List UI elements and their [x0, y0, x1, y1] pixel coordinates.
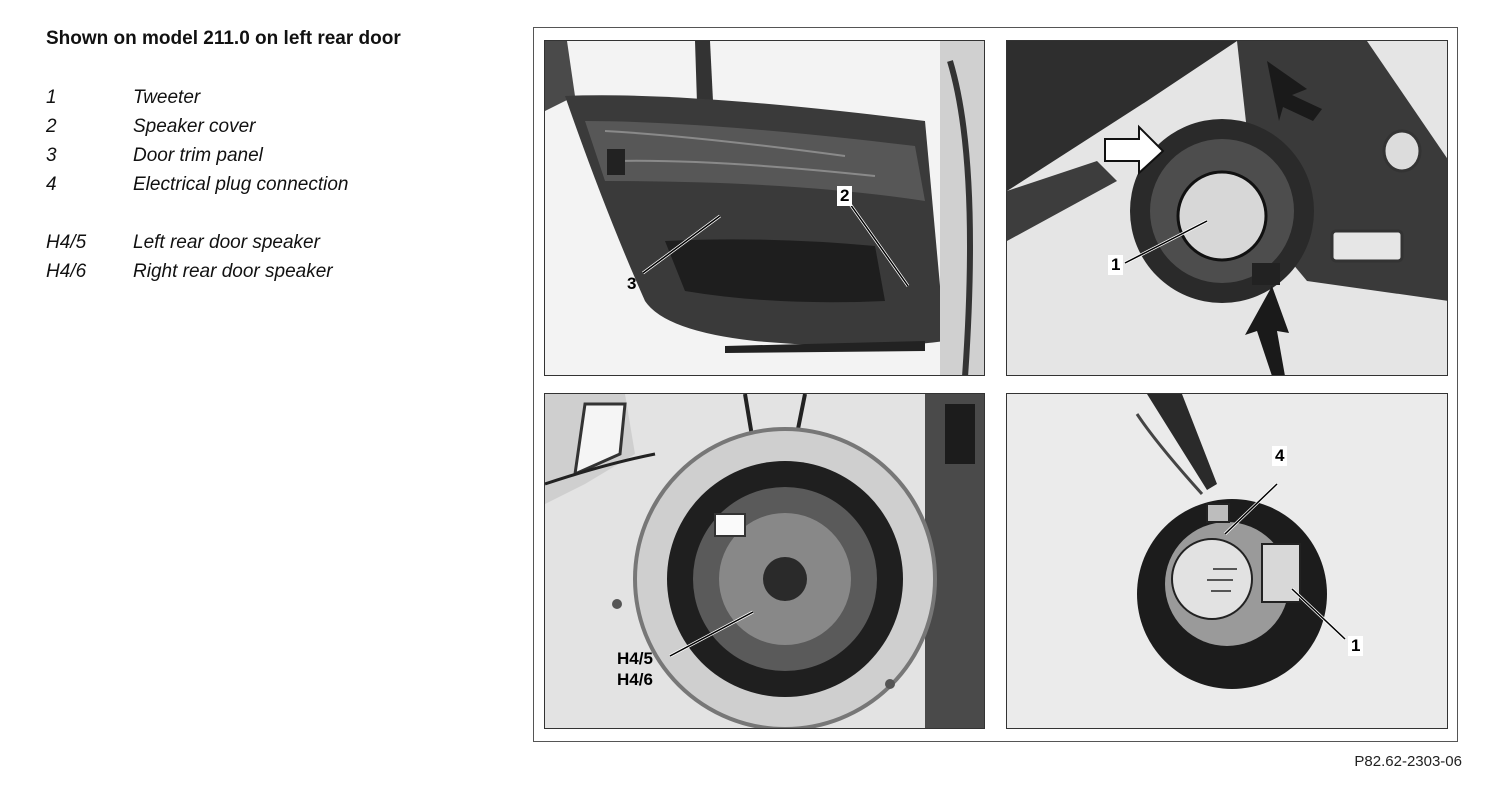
callout-speaker-cover: 2 [837, 186, 852, 206]
figure-frame [533, 27, 1458, 742]
legend-label: Door trim panel [133, 145, 263, 166]
callout-door-trim: 3 [627, 274, 637, 293]
legend-key: H4/6 [46, 261, 87, 282]
legend-label: Left rear door speaker [133, 232, 320, 253]
callout-plug: 4 [1272, 446, 1287, 466]
legend-label: Electrical plug connection [133, 174, 349, 195]
legend-label: Tweeter [133, 87, 201, 108]
callout-left-speaker: H4/5 [617, 649, 653, 668]
legend-key: 2 [46, 116, 57, 137]
callout-tweeter-bottom: 1 [1348, 636, 1363, 656]
page-title: Shown on model 211.0 on left rear door [46, 28, 401, 49]
callout-tweeter-top: 1 [1108, 255, 1123, 275]
legend-key: 4 [46, 174, 57, 195]
legend-key: H4/5 [46, 232, 87, 253]
door-speaker-photo [544, 393, 985, 729]
tweeter-mount-photo [1006, 40, 1448, 376]
legend-label: Speaker cover [133, 116, 256, 137]
tweeter-plug-photo [1006, 393, 1448, 729]
figure-code: P82.62-2303-06 [1354, 753, 1462, 770]
legend-key: 1 [46, 87, 57, 108]
legend-label: Right rear door speaker [133, 261, 333, 282]
legend-key: 3 [46, 145, 57, 166]
door-trim-photo [544, 40, 985, 376]
callout-speakers [617, 648, 653, 690]
callout-right-speaker: H4/6 [617, 670, 653, 689]
